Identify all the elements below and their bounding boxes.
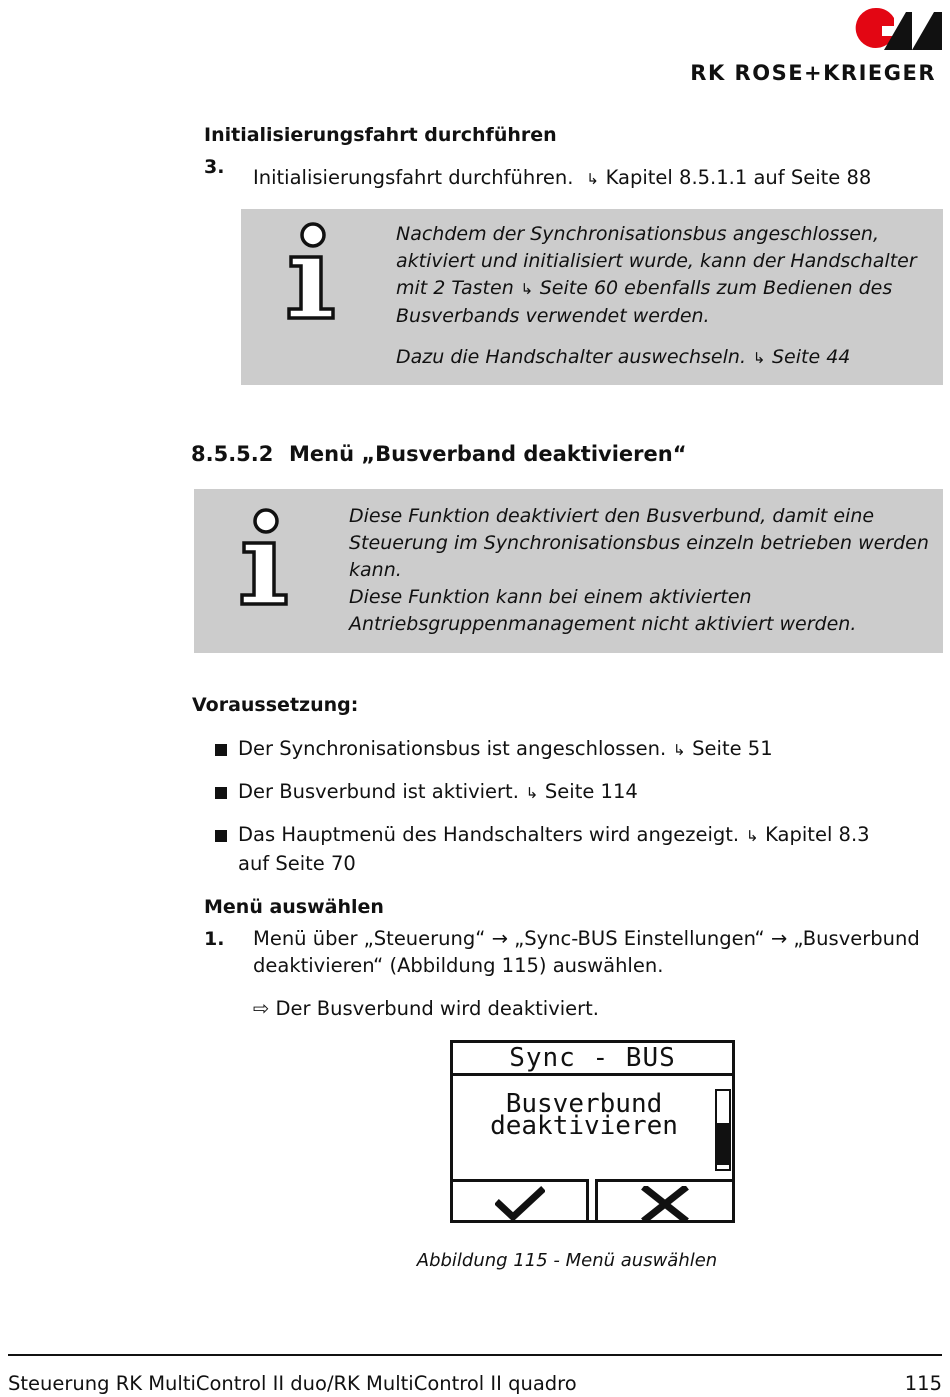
menu-select-heading: Menü auswählen xyxy=(204,896,384,918)
prerequisites-heading: Voraussetzung: xyxy=(192,694,359,716)
step-number: 3. xyxy=(204,156,225,178)
lcd-title: Sync - BUS xyxy=(453,1043,732,1076)
menu-step-text xyxy=(253,925,920,979)
list-item-label: Der Busverbund ist aktiviert. xyxy=(238,780,519,803)
info-line: Diese Funktion deaktiviert den Busverbund, damit eine xyxy=(349,505,875,527)
figure-caption: Abbildung 115 - Menü auswählen xyxy=(416,1250,718,1271)
result-label: Der Busverbund wird deaktiviert. xyxy=(275,997,600,1020)
bullet-square-icon xyxy=(215,830,227,842)
info-line: Antriebsgruppenmanagement nicht aktiviert werden. xyxy=(349,613,857,635)
reference-arrow-icon: ↳ xyxy=(520,280,534,298)
step-number: 1. xyxy=(204,928,225,950)
lcd-scrollbar xyxy=(715,1089,731,1171)
info-reference-link[interactable]: Seite 44 xyxy=(771,346,851,368)
step-label: Initialisierungsfahrt durchführen. xyxy=(253,166,574,189)
list-item-reference-link[interactable]: Seite 114 xyxy=(544,780,638,803)
page-number: 115 xyxy=(904,1372,942,1395)
info-reference-link[interactable]: Seite 60 ebenfalls zum Bedienen des xyxy=(539,277,893,299)
section-title: Menü „Busverband deaktivieren“ xyxy=(289,442,687,466)
info-line: Diese Funktion kann bei einem aktivierten xyxy=(349,586,752,608)
info-icon xyxy=(285,221,337,321)
x-icon xyxy=(640,1186,690,1222)
info-box-sync xyxy=(241,209,943,385)
bullet-square-icon xyxy=(215,787,227,799)
info-line: Busverbands verwendet werden. xyxy=(396,305,710,327)
section-heading-menu xyxy=(191,442,687,466)
info-text-busverband xyxy=(349,503,929,638)
logo-mark-icon xyxy=(854,6,944,50)
info-icon xyxy=(238,507,290,607)
footer-divider xyxy=(8,1354,942,1356)
reference-arrow-icon: ↳ xyxy=(745,827,759,845)
list-item-label: Der Synchronisationsbus ist angeschlossen. xyxy=(238,737,667,760)
section-heading-init: Initialisierungsfahrt durchführen xyxy=(204,124,557,146)
lcd-line: Busverbund xyxy=(505,1089,663,1119)
lcd-scrollbar-thumb xyxy=(717,1123,729,1165)
reference-arrow-icon: ↳ xyxy=(525,784,539,802)
list-item-reference-link-cont[interactable]: auf Seite 70 xyxy=(238,852,356,875)
list-item-label: Das Hauptmenü des Handschalters wird angezeigt. xyxy=(238,823,740,846)
info-box-busverband xyxy=(194,489,943,653)
list-item-reference-link[interactable]: Kapitel 8.3 xyxy=(765,823,870,846)
step-reference-link[interactable]: Kapitel 8.5.1.1 auf Seite 88 xyxy=(605,166,872,189)
company-logo xyxy=(668,6,944,84)
logo-text: RK ROSE+KRIEGER xyxy=(690,61,936,85)
lcd-line: deaktivieren xyxy=(490,1111,678,1141)
lcd-menu-item[interactable] xyxy=(453,1089,715,1141)
info-line xyxy=(396,275,917,303)
bullet-square-icon xyxy=(215,744,227,756)
info-line xyxy=(396,344,917,372)
list-item-text xyxy=(238,821,870,877)
info-line: Steuerung im Synchronisationsbus einzeln betrieben werden xyxy=(349,532,929,554)
section-number: 8.5.5.2 xyxy=(191,442,274,466)
list-item-text xyxy=(238,778,638,807)
info-line: Nachdem der Synchronisationsbus angeschlossen, xyxy=(396,223,880,245)
check-icon xyxy=(495,1186,545,1222)
list-item-reference-link[interactable]: Seite 51 xyxy=(692,737,773,760)
lcd-display xyxy=(450,1040,735,1223)
list-item-text xyxy=(238,735,773,764)
reference-arrow-icon: ↳ xyxy=(586,170,599,188)
lcd-confirm-button[interactable] xyxy=(453,1179,589,1223)
footer-title: Steuerung RK MultiControl II duo/RK MultiControl II quadro xyxy=(8,1372,577,1395)
result-text xyxy=(253,995,599,1022)
reference-arrow-icon: ↳ xyxy=(672,741,686,759)
result-arrow-icon: ⇨ xyxy=(253,997,270,1020)
info-line: aktiviert und initialisiert wurde, kann der Handschalter xyxy=(396,250,917,272)
menu-step-line: deaktivieren“ (Abbildung 115) auswählen. xyxy=(253,954,664,977)
info-line: kann. xyxy=(349,559,402,581)
info-line-part: mit 2 Tasten xyxy=(396,277,514,299)
info-line-part: Dazu die Handschalter auswechseln. xyxy=(396,346,746,368)
menu-step-line: Menü über „Steuerung“ → „Sync-BUS Einstellungen“ → „Busverbund xyxy=(253,927,920,950)
info-text-sync xyxy=(396,221,917,372)
reference-arrow-icon: ↳ xyxy=(752,349,766,367)
lcd-cancel-button[interactable] xyxy=(595,1179,732,1223)
step-text xyxy=(253,164,871,193)
